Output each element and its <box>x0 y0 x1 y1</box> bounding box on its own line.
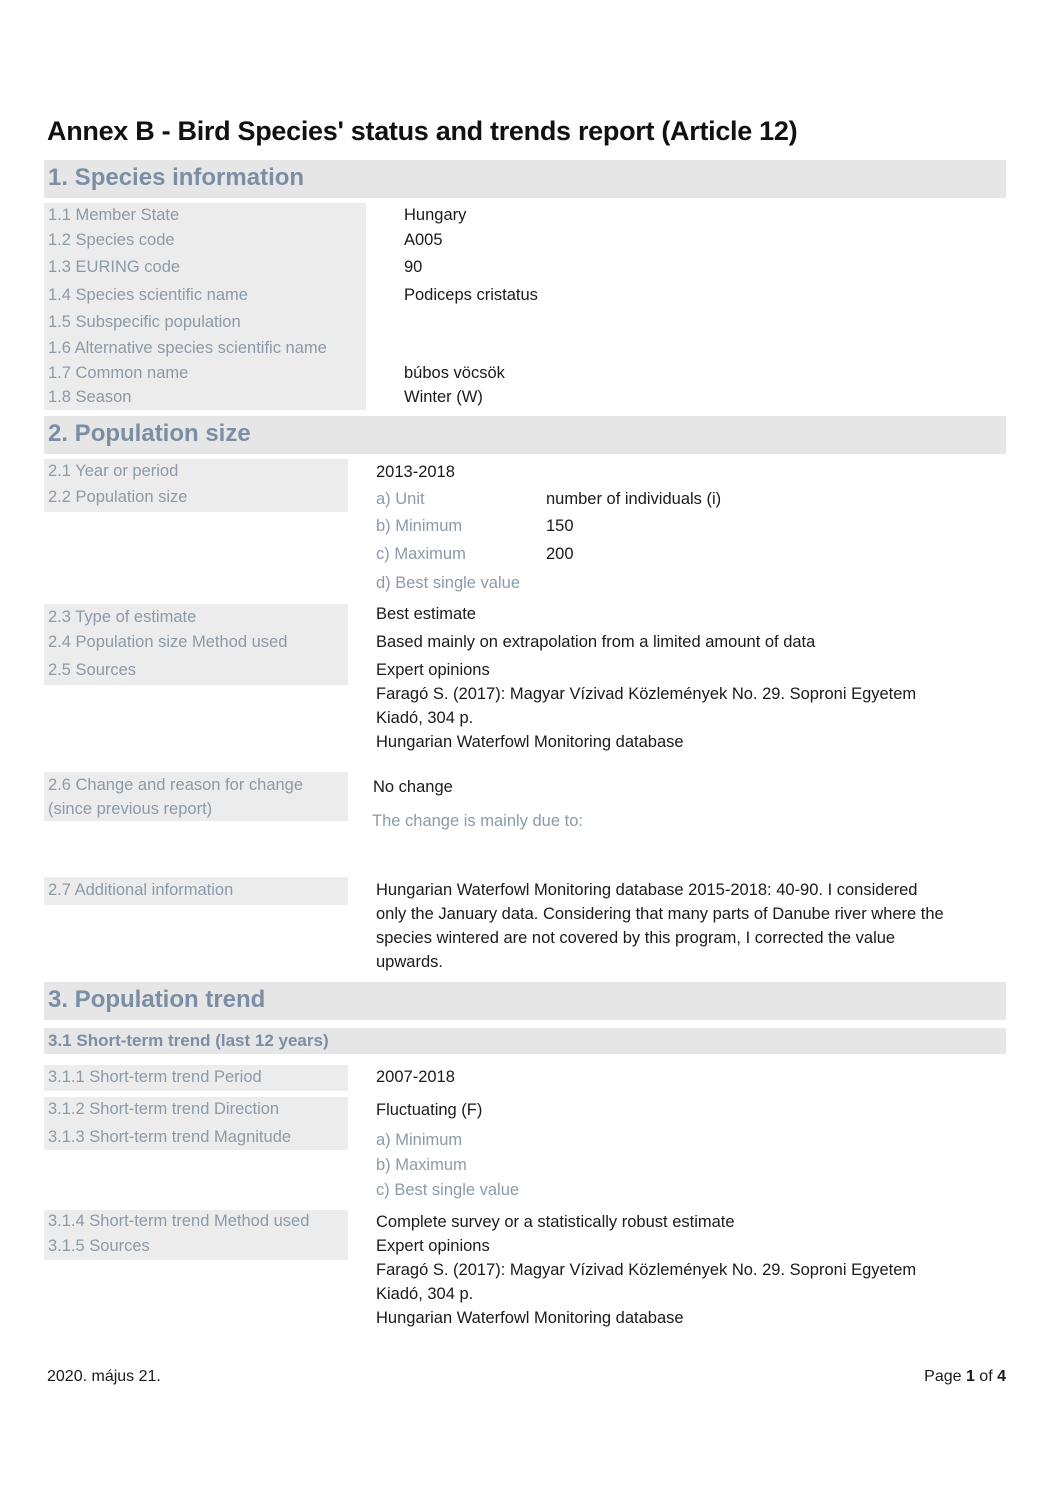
member-state-value: Hungary <box>404 206 467 224</box>
trend-source-line: Expert opinions <box>376 1237 490 1255</box>
minimum-label: b) Minimum <box>376 517 463 535</box>
page-number <box>924 1368 1006 1386</box>
section-3-title: 3. Population trend <box>48 986 266 1013</box>
euring-code-label: 1.3 EURING code <box>48 258 181 276</box>
method-used-value: Based mainly on extrapolation from a limited amount of data <box>376 633 816 651</box>
trend-method-value: Complete survey or a statistically robust estimate <box>376 1213 735 1231</box>
source-line: Faragó S. (2017): Magyar Vízivad Közlemények No. 29. Soproni Egyetem <box>376 685 917 703</box>
type-of-estimate-value: Best estimate <box>376 605 476 623</box>
page-total: 4 <box>997 1368 1006 1385</box>
trend-sources-label: 3.1.5 Sources <box>48 1237 150 1255</box>
common-name-value: búbos vöcsök <box>404 364 505 382</box>
unit-value: number of individuals (i) <box>546 490 722 508</box>
trend-source-line: Faragó S. (2017): Magyar Vízivad Közlemények No. 29. Soproni Egyetem <box>376 1261 917 1279</box>
year-period-label: 2.1 Year or period <box>48 462 179 480</box>
year-period-value: 2013-2018 <box>376 463 455 481</box>
trend-direction-label: 3.1.2 Short-term trend Direction <box>48 1100 280 1118</box>
source-line: Hungarian Waterfowl Monitoring database <box>376 733 684 751</box>
additional-info-line: species wintered are not covered by this program, I corrected the value <box>376 929 896 947</box>
scientific-name-value: Podiceps cristatus <box>404 286 538 304</box>
change-value: No change <box>373 778 453 796</box>
short-term-trend-title: 3.1 Short-term trend (last 12 years) <box>48 1031 329 1050</box>
member-state-label: 1.1 Member State <box>48 206 180 224</box>
source-line: Expert opinions <box>376 661 490 679</box>
trend-method-label: 3.1.4 Short-term trend Method used <box>48 1212 310 1230</box>
section-2-header <box>44 416 1006 454</box>
euring-code-value: 90 <box>404 258 423 276</box>
additional-info-line: Hungarian Waterfowl Monitoring database 2015-2018: 40-90. I considered <box>376 881 918 899</box>
footer-date: 2020. május 21. <box>47 1368 161 1385</box>
subspecific-population-label: 1.5 Subspecific population <box>48 313 241 331</box>
type-of-estimate-label: 2.3 Type of estimate <box>48 608 197 626</box>
trend-magnitude-label: 3.1.3 Short-term trend Magnitude <box>48 1128 292 1146</box>
additional-info-line: upwards. <box>376 953 443 971</box>
trend-minimum-label: a) Minimum <box>376 1131 463 1149</box>
species-code-value: A005 <box>404 231 443 249</box>
method-used-label: 2.4 Population size Method used <box>48 633 288 651</box>
season-label: 1.8 Season <box>48 388 132 406</box>
document-title: Annex B - Bird Species' status and trends report (Article 12) <box>47 116 798 146</box>
change-reason-label: The change is mainly due to: <box>372 812 583 830</box>
change-label-sub: (since previous report) <box>48 800 213 818</box>
population-size-label: 2.2 Population size <box>48 488 188 506</box>
unit-label: a) Unit <box>376 490 425 508</box>
maximum-value: 200 <box>546 545 574 563</box>
change-label: 2.6 Change and reason for change <box>48 776 304 794</box>
section-3-header <box>44 982 1006 1020</box>
section-2-title: 2. Population size <box>48 420 251 447</box>
trend-source-line: Hungarian Waterfowl Monitoring database <box>376 1309 684 1327</box>
section-1-header <box>44 160 1006 198</box>
trend-direction-value: Fluctuating (F) <box>376 1101 483 1119</box>
sources-label: 2.5 Sources <box>48 661 137 679</box>
alternative-name-label: 1.6 Alternative species scientific name <box>48 339 327 357</box>
section-1-title: 1. Species information <box>48 164 305 191</box>
common-name-label: 1.7 Common name <box>48 364 189 382</box>
best-single-value-label: d) Best single value <box>376 574 520 592</box>
trend-source-line: Kiadó, 304 p. <box>376 1285 474 1303</box>
short-term-trend-header <box>44 1028 1006 1054</box>
page-separator: of <box>974 1368 998 1385</box>
season-value: Winter (W) <box>404 388 483 406</box>
species-code-label: 1.2 Species code <box>48 231 175 249</box>
source-line: Kiadó, 304 p. <box>376 709 474 727</box>
trend-period-value: 2007-2018 <box>376 1068 455 1086</box>
minimum-value: 150 <box>546 517 574 535</box>
additional-info-line: only the January data. Considering that many parts of Danube river where the <box>376 905 944 923</box>
maximum-label: c) Maximum <box>376 545 466 563</box>
trend-maximum-label: b) Maximum <box>376 1156 467 1174</box>
page-current: 1 <box>965 1368 975 1385</box>
trend-best-value-label: c) Best single value <box>376 1181 520 1199</box>
page-prefix: Page <box>924 1368 966 1385</box>
additional-info-label: 2.7 Additional information <box>48 881 234 899</box>
scientific-name-label: 1.4 Species scientific name <box>48 286 248 304</box>
trend-period-label: 3.1.1 Short-term trend Period <box>48 1068 262 1086</box>
